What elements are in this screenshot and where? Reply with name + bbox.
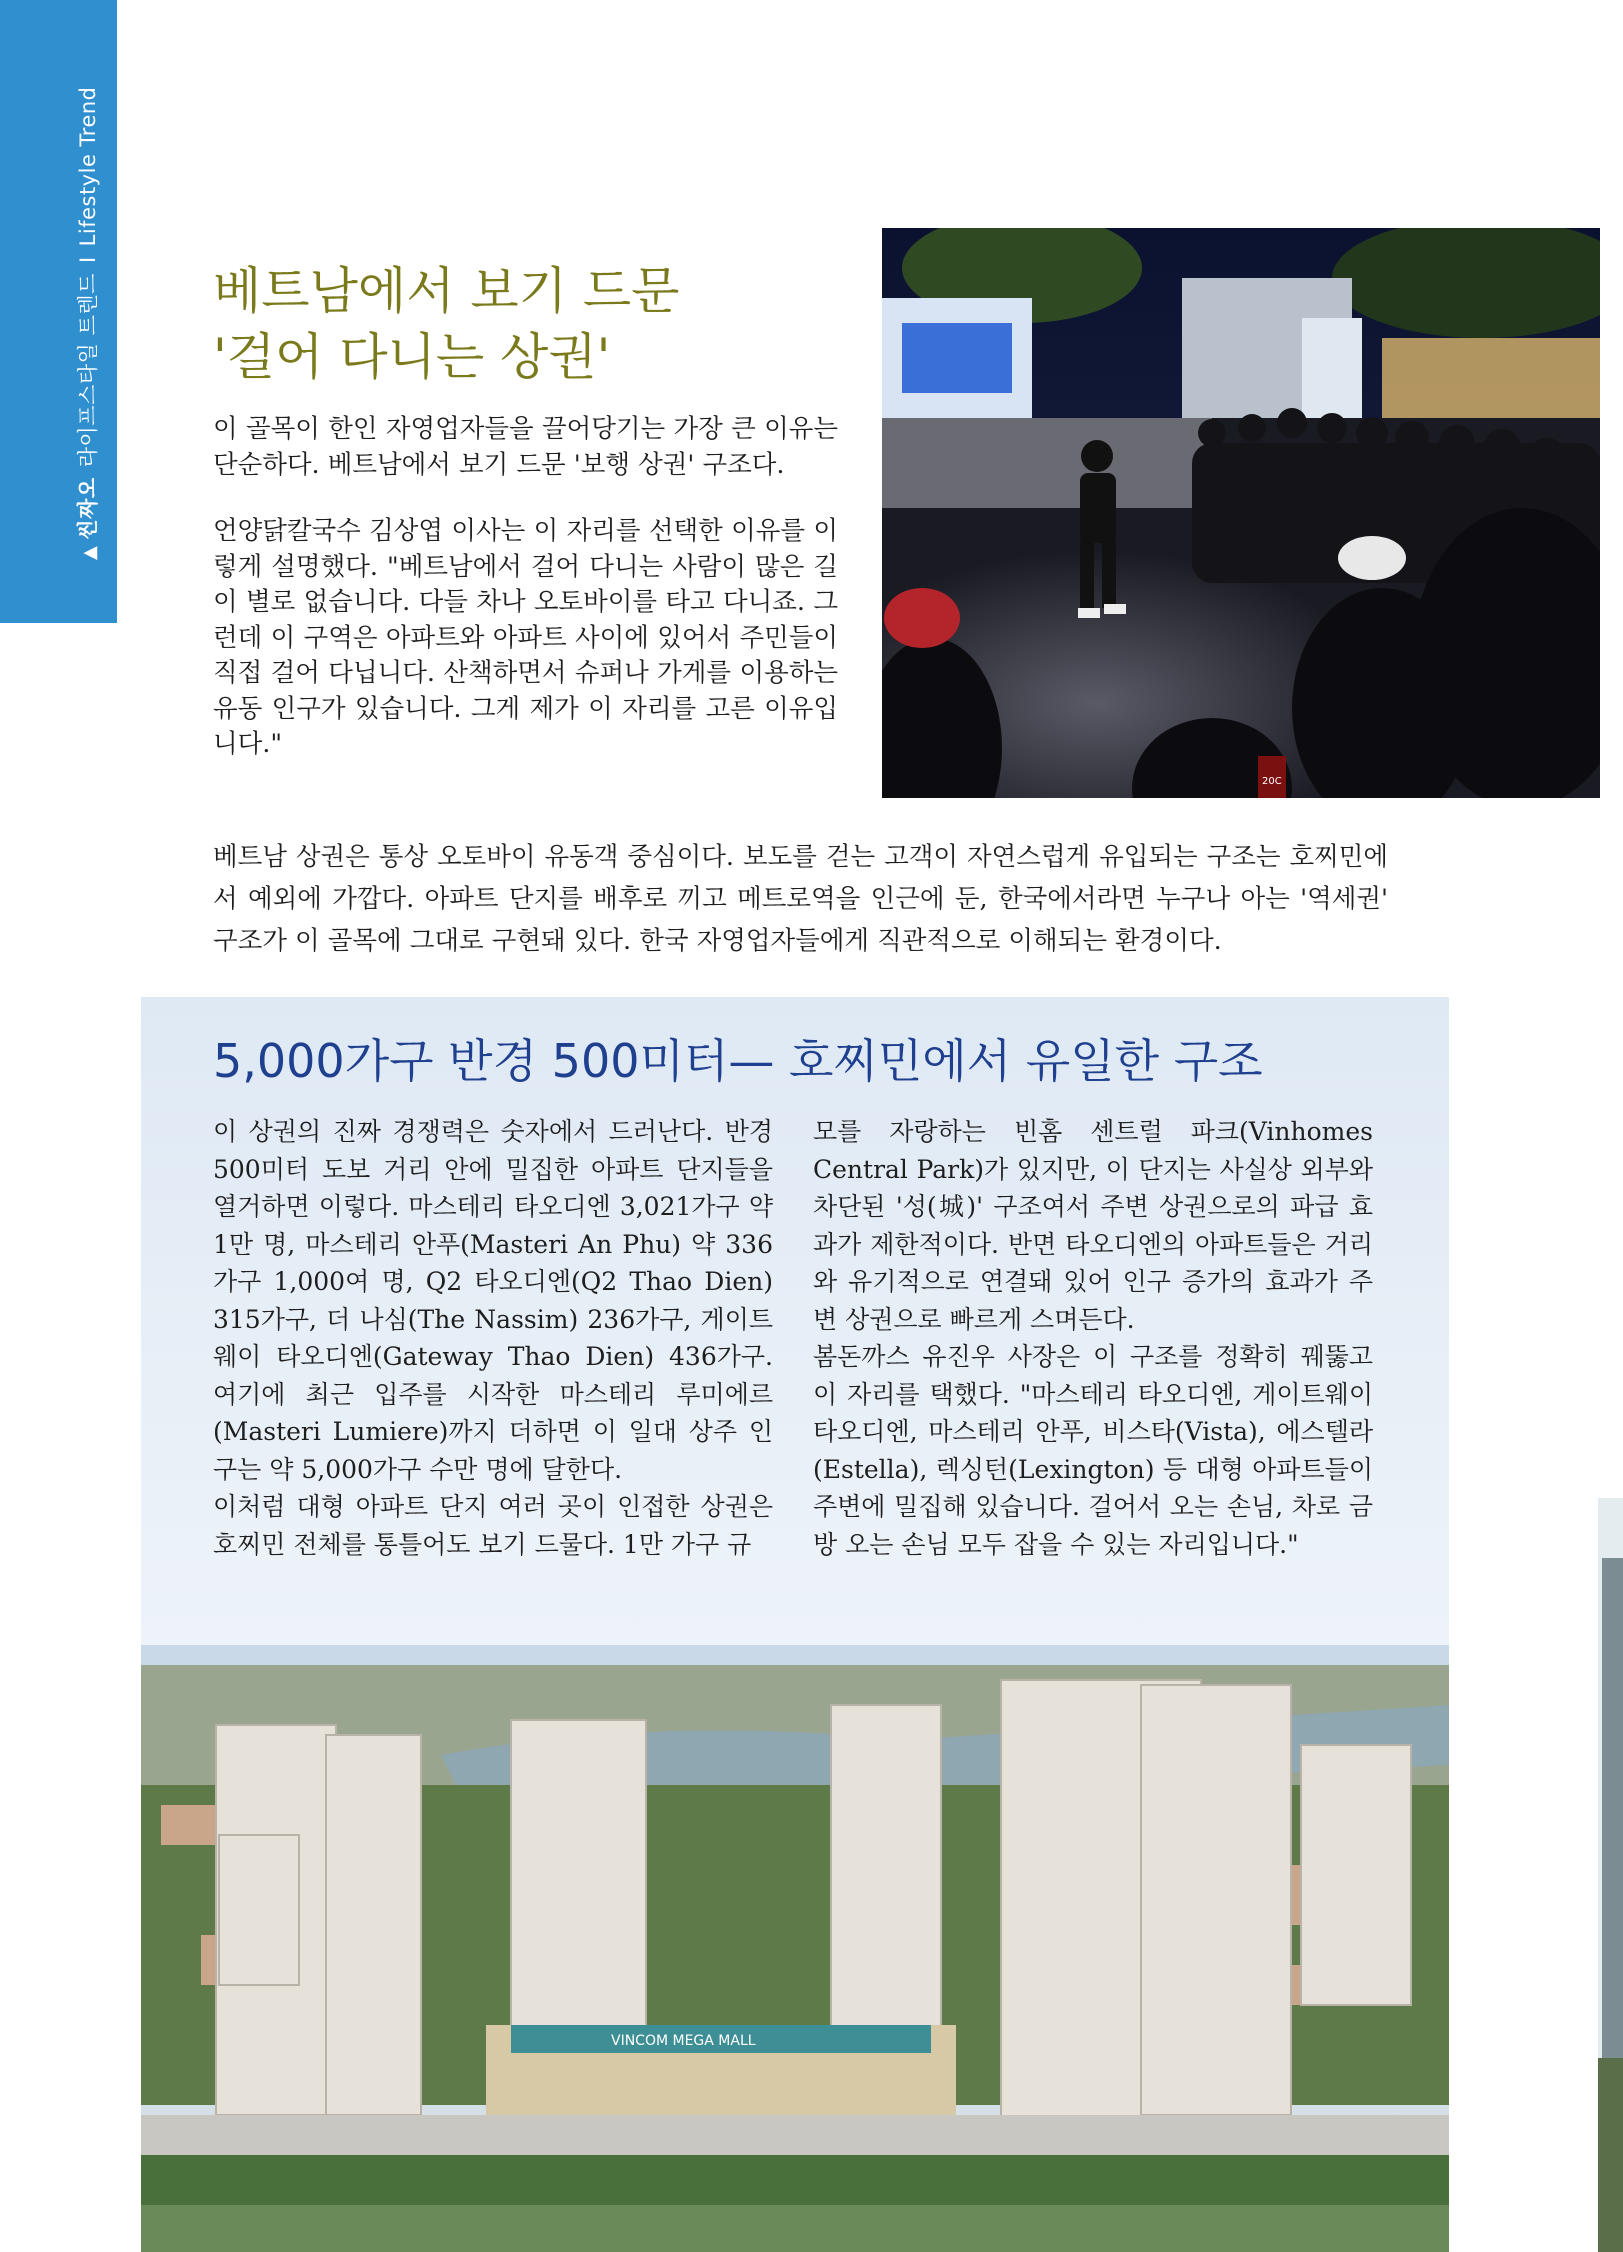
landmark-tower-photo-crop bbox=[1598, 1498, 1623, 2252]
mall-sign: VINCOM MEGA MALL bbox=[611, 2033, 756, 2049]
photo-badge: 20C bbox=[1262, 776, 1282, 787]
section-name-en: Lifestyle Trend bbox=[76, 86, 100, 247]
right-column-paragraph-1: 모를 자랑하는 빈홈 센트럴 파크(Vinhomes Central Park)가 있지만, 이 단지는 사실상 외부와 차단된 '성(城)' 구조여서 주변 상권으로의 파급 효과가 제한적이다. 반면 타오디엔의 아파트들은 거리와 유기적으로 연결돼 있어 인구 증가의 효과가 주변 상권으로 빠르게 스며든다. bbox=[813, 1117, 1373, 1334]
section-separator: I bbox=[76, 256, 100, 264]
brand-name: 씬짜오 bbox=[76, 477, 100, 540]
section-tab bbox=[0, 0, 117, 623]
left-column-paragraph-1: 이 상권의 진짜 경쟁력은 숫자에서 드러난다. 반경 500미터 도보 거리 안에 밀집한 아파트 단지들을 열거하면 이렇다. 마스테리 타오디엔 3,021가구 약 1만 명, 마스테리 안푸(Masteri An Phu) 약 336가구 1,000여 명, Q2 타오디엔(Q2 Thao Dien) 315가구, 더 나심(The Nassim) 236가구, 게이트웨이 타오디엔(Gateway Thao Dien) 436가구. 여기에 최근 입주를 시작한 마스테리 루미에르(Masteri Lumiere)까지 더하면 이 일대 상주 인구는 약 5,000가구 수만 명에 달한다. bbox=[213, 1117, 773, 1484]
article-paragraph-1: 이 골목이 한인 자영업자들을 끌어당기는 가장 큰 이유는 단순하다. 베트남에서 보기 드문 '보행 상권' 구조다. bbox=[213, 414, 838, 480]
left-column-paragraph-2: 이처럼 대형 아파트 단지 여러 곳이 인접한 상권은 호찌민 전체를 통틀어도 보기 드물다. 1만 가구 규 bbox=[213, 1492, 773, 1559]
street-performance-photo bbox=[882, 228, 1600, 798]
article-heading-line1: 베트남에서 보기 드문 bbox=[213, 262, 680, 320]
right-column-paragraph-2: 봄돈까스 유진우 사장은 이 구조를 정확히 꿰뚫고 이 자리를 택했다. "마스테리 타오디엔, 게이트웨이 타오디엔, 마스테리 안푸, 비스타(Vista), 에스텔라(Estella), 렉싱턴(Lexington) 등 대형 아파트들이 주변에 밀집해 있습니다. 걸어서 오는 손님, 차로 금방 오는 손님 모두 잡을 수 있는 자리입니다." bbox=[813, 1342, 1373, 1559]
article-paragraph-2: 언양닭칼국수 김상엽 이사는 이 자리를 선택한 이유를 이렇게 설명했다. "베트남에서 걸어 다니는 사람이 많은 길이 별로 없습니다. 다들 차나 오토바이를 타고 다니죠. 그런데 이 구역은 아파트와 아파트 사이에 있어서 주민들이 직접 걸어 다닙니다. 산책하면서 슈퍼나 가게를 이용하는 유동 인구가 있습니다. 그게 제가 이 자리를 고른 이유입니다." bbox=[213, 516, 838, 759]
right-column bbox=[813, 1113, 1373, 1563]
article-heading-line2: '걸어 다니는 상권' bbox=[213, 328, 611, 386]
left-column bbox=[213, 1113, 773, 1563]
article-heading bbox=[213, 258, 833, 390]
magazine-logo-icon: ▲ bbox=[79, 545, 100, 560]
section-name: 라이프스타일 트렌드 bbox=[76, 273, 100, 468]
aerial-apartment-photo bbox=[141, 1645, 1449, 2252]
section-heading: 5,000가구 반경 500미터— 호찌민에서 유일한 구조 bbox=[213, 1034, 1263, 1088]
article-paragraph-3: 베트남 상권은 통상 오토바이 유동객 중심이다. 보도를 걷는 고객이 자연스럽게 유입되는 구조는 호찌민에서 예외에 가깝다. 아파트 단지를 배후로 끼고 메트로역을 인근에 둔, 한국에서라면 누구나 아는 '역세권' 구조가 이 골목에 그대로 구현돼 있다. 한국 자영업자들에게 직관적으로 이해되는 환경이다. bbox=[213, 842, 1388, 956]
apartment-section-panel bbox=[141, 997, 1449, 2252]
section-tab-label bbox=[72, 86, 102, 560]
